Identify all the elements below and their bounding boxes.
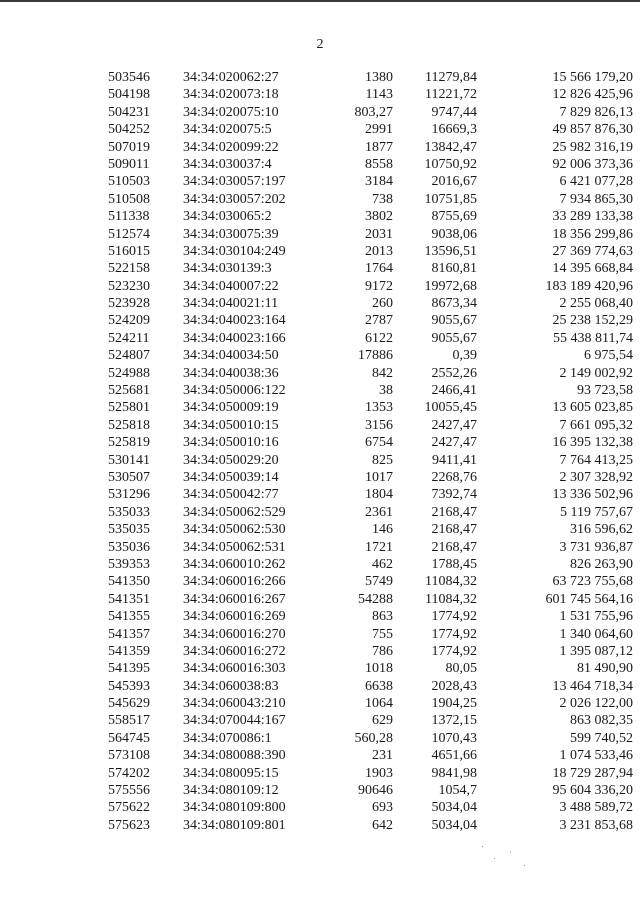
- unit-value-cell: 1788,45: [431, 556, 477, 572]
- area-cell: 629: [372, 713, 393, 729]
- table-row: [0, 226, 640, 243]
- table-row: [0, 121, 640, 138]
- record-id-cell: 510508: [108, 191, 150, 207]
- table-row: [0, 278, 640, 295]
- cadastral-number-cell: 34:34:060016:266: [183, 574, 286, 590]
- total-value-cell: 316 596,62: [570, 522, 633, 538]
- total-value-cell: 49 857 876,30: [552, 122, 633, 138]
- total-value-cell: 1 395 087,12: [559, 643, 633, 659]
- unit-value-cell: 2552,26: [431, 365, 477, 381]
- record-id-cell: 541355: [108, 609, 150, 625]
- table-row: [0, 608, 640, 625]
- area-cell: 90646: [358, 783, 393, 799]
- cadastral-number-cell: 34:34:050009:19: [183, 400, 279, 416]
- table-row: [0, 330, 640, 347]
- table-row: [0, 504, 640, 521]
- area-cell: 842: [372, 365, 393, 381]
- area-cell: 1721: [365, 539, 393, 555]
- unit-value-cell: 10750,92: [424, 156, 477, 172]
- record-id-cell: 535035: [108, 522, 150, 538]
- cadastral-number-cell: 34:34:050062:529: [183, 504, 286, 520]
- total-value-cell: 2 307 328,92: [559, 469, 633, 485]
- unit-value-cell: 1774,92: [431, 626, 477, 642]
- unit-value-cell: 2466,41: [431, 383, 477, 399]
- total-value-cell: 25 982 316,19: [552, 139, 633, 155]
- unit-value-cell: 5034,04: [431, 817, 477, 833]
- area-cell: 2013: [365, 243, 393, 259]
- area-cell: 260: [372, 296, 393, 312]
- area-cell: 54288: [358, 591, 393, 607]
- table-row: [0, 660, 640, 677]
- cadastral-number-cell: 34:34:080095:15: [183, 765, 279, 781]
- area-cell: 1143: [365, 87, 393, 103]
- top-border-line: [0, 0, 640, 2]
- cadastral-number-cell: 34:34:080109:800: [183, 800, 286, 816]
- table-row: [0, 747, 640, 764]
- table-row: [0, 556, 640, 573]
- cadastral-number-cell: 34:34:070086:1: [183, 730, 272, 746]
- total-value-cell: 15 566 179,20: [552, 70, 633, 85]
- table-row: [0, 469, 640, 486]
- cadastral-number-cell: 34:34:050042:77: [183, 487, 279, 503]
- unit-value-cell: 0,39: [452, 348, 477, 364]
- table-row: [0, 678, 640, 695]
- unit-value-cell: 13596,51: [424, 243, 477, 259]
- total-value-cell: 81 490,90: [577, 661, 633, 677]
- record-id-cell: 522158: [108, 261, 150, 277]
- record-id-cell: 530141: [108, 452, 150, 468]
- total-value-cell: 599 740,52: [570, 730, 633, 746]
- record-id-cell: 535033: [108, 504, 150, 520]
- cadastral-number-cell: 34:34:030057:202: [183, 191, 286, 207]
- record-id-cell: 525801: [108, 400, 150, 416]
- total-value-cell: 7 829 826,13: [559, 104, 633, 120]
- table-row: [0, 173, 640, 190]
- area-cell: 17886: [358, 348, 393, 364]
- total-value-cell: 13 336 502,96: [552, 487, 633, 503]
- unit-value-cell: 4651,66: [431, 748, 477, 764]
- area-cell: 3156: [365, 417, 393, 433]
- table-row: [0, 695, 640, 712]
- total-value-cell: 18 356 299,86: [552, 226, 633, 242]
- record-id-cell: 558517: [108, 713, 150, 729]
- record-id-cell: 516015: [108, 243, 150, 259]
- record-id-cell: 511338: [108, 209, 150, 225]
- record-id-cell: 541395: [108, 661, 150, 677]
- table-row: [0, 730, 640, 747]
- record-id-cell: 574202: [108, 765, 150, 781]
- unit-value-cell: 9747,44: [431, 104, 477, 120]
- unit-value-cell: 1774,92: [431, 609, 477, 625]
- total-value-cell: 63 723 755,68: [552, 574, 633, 590]
- area-cell: 2991: [365, 122, 393, 138]
- unit-value-cell: 8755,69: [431, 209, 477, 225]
- cadastral-number-cell: 34:34:030037:4: [183, 156, 272, 172]
- area-cell: 146: [372, 522, 393, 538]
- record-id-cell: 524807: [108, 348, 150, 364]
- area-cell: 1017: [365, 469, 393, 485]
- total-value-cell: 2 255 068,40: [559, 296, 633, 312]
- unit-value-cell: 9411,41: [432, 452, 477, 468]
- cadastral-number-cell: 34:34:060038:83: [183, 678, 279, 694]
- total-value-cell: 27 369 774,63: [552, 243, 633, 259]
- total-value-cell: 95 604 336,20: [552, 783, 633, 799]
- area-cell: 6754: [365, 435, 393, 451]
- total-value-cell: 3 731 936,87: [559, 539, 633, 555]
- cadastral-number-cell: 34:34:050010:15: [183, 417, 279, 433]
- record-id-cell: 541357: [108, 626, 150, 642]
- cadastral-number-cell: 34:34:040021:11: [183, 296, 279, 312]
- cadastral-number-cell: 34:34:080109:801: [183, 817, 286, 833]
- area-cell: 462: [372, 556, 393, 572]
- record-id-cell: 541350: [108, 574, 150, 590]
- table-row: [0, 347, 640, 364]
- record-id-cell: 541351: [108, 591, 150, 607]
- table-row: [0, 191, 640, 208]
- table-row: [0, 295, 640, 312]
- record-id-cell: 575622: [108, 800, 150, 816]
- table-row: [0, 139, 640, 156]
- total-value-cell: 2 149 002,92: [559, 365, 633, 381]
- area-cell: 803,27: [354, 104, 393, 120]
- unit-value-cell: 10055,45: [424, 400, 477, 416]
- cadastral-number-cell: 34:34:060010:262: [183, 556, 286, 572]
- record-id-cell: 523928: [108, 296, 150, 312]
- record-id-cell: 524209: [108, 313, 150, 329]
- cadastral-number-cell: 34:34:020075:5: [183, 122, 272, 138]
- unit-value-cell: 1070,43: [431, 730, 477, 746]
- cadastral-number-cell: 34:34:050006:122: [183, 383, 286, 399]
- unit-value-cell: 13842,47: [424, 139, 477, 155]
- total-value-cell: 601 745 564,16: [545, 591, 633, 607]
- table-row: [0, 243, 640, 260]
- area-cell: 1903: [365, 765, 393, 781]
- table-row: [0, 765, 640, 782]
- cadastral-number-cell: 34:34:050029:20: [183, 452, 279, 468]
- record-id-cell: 575556: [108, 783, 150, 799]
- table-row: [0, 86, 640, 103]
- cadastral-number-cell: 34:34:050010:16: [183, 435, 279, 451]
- cadastral-number-cell: 34:34:020075:10: [183, 104, 279, 120]
- table-row: [0, 208, 640, 225]
- area-cell: 1804: [365, 487, 393, 503]
- area-cell: 5749: [365, 574, 393, 590]
- cadastral-number-cell: 34:34:020062:27: [183, 70, 279, 85]
- record-id-cell: 509011: [108, 156, 150, 172]
- record-id-cell: 504252: [108, 122, 150, 138]
- area-cell: 3802: [365, 209, 393, 225]
- area-cell: 231: [372, 748, 393, 764]
- scan-specks: [480, 840, 530, 870]
- cadastral-number-cell: 34:34:030057:197: [183, 174, 286, 190]
- unit-value-cell: 2268,76: [431, 469, 477, 485]
- table-row: [0, 382, 640, 399]
- table-row: [0, 591, 640, 608]
- total-value-cell: 6 421 077,28: [559, 174, 633, 190]
- area-cell: 2787: [365, 313, 393, 329]
- record-id-cell: 507019: [108, 139, 150, 155]
- total-value-cell: 863 082,35: [570, 713, 633, 729]
- unit-value-cell: 7392,74: [431, 487, 477, 503]
- unit-value-cell: 1904,25: [431, 696, 477, 712]
- total-value-cell: 3 231 853,68: [559, 817, 633, 833]
- total-value-cell: 33 289 133,38: [552, 209, 633, 225]
- total-value-cell: 7 661 095,32: [559, 417, 633, 433]
- record-id-cell: 575623: [108, 817, 150, 833]
- unit-value-cell: 9841,98: [431, 765, 477, 781]
- table-row: [0, 521, 640, 538]
- total-value-cell: 25 238 152,29: [552, 313, 633, 329]
- record-id-cell: 503546: [108, 70, 150, 85]
- table-row: [0, 434, 640, 451]
- unit-value-cell: 2168,47: [431, 539, 477, 555]
- area-cell: 1064: [365, 696, 393, 712]
- area-cell: 1877: [365, 139, 393, 155]
- total-value-cell: 2 026 122,00: [559, 696, 633, 712]
- table-row: [0, 573, 640, 590]
- unit-value-cell: 8160,81: [431, 261, 477, 277]
- record-id-cell: 539353: [108, 556, 150, 572]
- unit-value-cell: 9055,67: [431, 330, 477, 346]
- table-row: [0, 782, 640, 799]
- total-value-cell: 826 263,90: [570, 556, 633, 572]
- cadastral-number-cell: 34:34:080088:390: [183, 748, 286, 764]
- area-cell: 863: [372, 609, 393, 625]
- area-cell: 738: [372, 191, 393, 207]
- cadastral-number-cell: 34:34:070044:167: [183, 713, 286, 729]
- area-cell: 786: [372, 643, 393, 659]
- table-row: [0, 452, 640, 469]
- area-cell: 1380: [365, 70, 393, 85]
- cadastral-number-cell: 34:34:030139:3: [183, 261, 272, 277]
- unit-value-cell: 5034,04: [431, 800, 477, 816]
- total-value-cell: 92 006 373,36: [552, 156, 633, 172]
- unit-value-cell: 11084,32: [425, 591, 477, 607]
- table-row: [0, 643, 640, 660]
- total-value-cell: 3 488 589,72: [559, 800, 633, 816]
- table-row: [0, 156, 640, 173]
- unit-value-cell: 11084,32: [425, 574, 477, 590]
- record-id-cell: 531296: [108, 487, 150, 503]
- area-cell: 1353: [365, 400, 393, 416]
- total-value-cell: 14 395 668,84: [552, 261, 633, 277]
- record-id-cell: 573108: [108, 748, 150, 764]
- table-row: [0, 712, 640, 729]
- record-id-cell: 530507: [108, 469, 150, 485]
- unit-value-cell: 2016,67: [431, 174, 477, 190]
- cadastral-number-cell: 34:34:060016:267: [183, 591, 286, 607]
- cadastral-number-cell: 34:34:060043:210: [183, 696, 286, 712]
- area-cell: 825: [372, 452, 393, 468]
- area-cell: 2031: [365, 226, 393, 242]
- record-id-cell: 535036: [108, 539, 150, 555]
- area-cell: 560,28: [354, 730, 393, 746]
- cadastral-number-cell: 34:34:050062:531: [183, 539, 286, 555]
- unit-value-cell: 9038,06: [431, 226, 477, 242]
- cadastral-number-cell: 34:34:050062:530: [183, 522, 286, 538]
- table-row: [0, 417, 640, 434]
- area-cell: 693: [372, 800, 393, 816]
- area-cell: 1018: [365, 661, 393, 677]
- record-id-cell: 525819: [108, 435, 150, 451]
- unit-value-cell: 2168,47: [431, 504, 477, 520]
- cadastral-number-cell: 34:34:030075:39: [183, 226, 279, 242]
- area-cell: 3184: [365, 174, 393, 190]
- record-id-cell: 504198: [108, 87, 150, 103]
- cadastral-number-cell: 34:34:040038:36: [183, 365, 279, 381]
- table-row: [0, 365, 640, 382]
- table-row: [0, 399, 640, 416]
- cadastral-number-cell: 34:34:050039:14: [183, 469, 279, 485]
- table-row: [0, 312, 640, 329]
- total-value-cell: 1 074 533,46: [559, 748, 633, 764]
- cadastral-number-cell: 34:34:060016:272: [183, 643, 286, 659]
- cadastral-number-cell: 34:34:040023:164: [183, 313, 286, 329]
- record-id-cell: 564745: [108, 730, 150, 746]
- area-cell: 642: [372, 817, 393, 833]
- total-value-cell: 7 934 865,30: [559, 191, 633, 207]
- area-cell: 8558: [365, 156, 393, 172]
- cadastral-number-cell: 34:34:030065:2: [183, 209, 272, 225]
- total-value-cell: 183 189 420,96: [545, 278, 633, 294]
- unit-value-cell: 2427,47: [431, 435, 477, 451]
- table-row: [0, 626, 640, 643]
- unit-value-cell: 2427,47: [431, 417, 477, 433]
- area-cell: 1764: [365, 261, 393, 277]
- cadastral-number-cell: 34:34:060016:270: [183, 626, 286, 642]
- cadastral-number-cell: 34:34:040007:22: [183, 278, 279, 294]
- unit-value-cell: 2168,47: [431, 522, 477, 538]
- unit-value-cell: 2028,43: [431, 678, 477, 694]
- total-value-cell: 13 464 718,34: [552, 678, 633, 694]
- area-cell: 9172: [365, 278, 393, 294]
- area-cell: 2361: [365, 504, 393, 520]
- total-value-cell: 6 975,54: [584, 348, 633, 364]
- area-cell: 755: [372, 626, 393, 642]
- unit-value-cell: 1054,7: [438, 783, 477, 799]
- record-id-cell: 504231: [108, 104, 150, 120]
- area-cell: 6638: [365, 678, 393, 694]
- total-value-cell: 55 438 811,74: [553, 330, 633, 346]
- unit-value-cell: 1774,92: [431, 643, 477, 659]
- record-id-cell: 523230: [108, 278, 150, 294]
- data-table: [0, 69, 640, 834]
- total-value-cell: 93 723,58: [577, 383, 633, 399]
- total-value-cell: 5 119 757,67: [560, 504, 633, 520]
- cadastral-number-cell: 34:34:060016:303: [183, 661, 286, 677]
- unit-value-cell: 19972,68: [424, 278, 477, 294]
- record-id-cell: 525818: [108, 417, 150, 433]
- table-row: [0, 260, 640, 277]
- record-id-cell: 545393: [108, 678, 150, 694]
- total-value-cell: 13 605 023,85: [552, 400, 633, 416]
- table-row: [0, 799, 640, 816]
- table-row: [0, 817, 640, 834]
- total-value-cell: 7 764 413,25: [559, 452, 633, 468]
- total-value-cell: 12 826 425,96: [552, 87, 633, 103]
- total-value-cell: 1 531 755,96: [559, 609, 633, 625]
- table-row: [0, 69, 640, 86]
- record-id-cell: 525681: [108, 383, 150, 399]
- page-number: 2: [316, 37, 324, 52]
- unit-value-cell: 9055,67: [431, 313, 477, 329]
- record-id-cell: 512574: [108, 226, 150, 242]
- cadastral-number-cell: 34:34:040034:50: [183, 348, 279, 364]
- total-value-cell: 16 395 132,38: [552, 435, 633, 451]
- record-id-cell: 545629: [108, 696, 150, 712]
- cadastral-number-cell: 34:34:060016:269: [183, 609, 286, 625]
- unit-value-cell: 11221,72: [425, 87, 477, 103]
- record-id-cell: 541359: [108, 643, 150, 659]
- table-row: [0, 539, 640, 556]
- area-cell: 6122: [365, 330, 393, 346]
- unit-value-cell: 80,05: [445, 661, 477, 677]
- total-value-cell: 18 729 287,94: [552, 765, 633, 781]
- cadastral-number-cell: 34:34:020073:18: [183, 87, 279, 103]
- area-cell: 38: [379, 383, 393, 399]
- record-id-cell: 524211: [108, 330, 150, 346]
- unit-value-cell: 1372,15: [431, 713, 477, 729]
- cadastral-number-cell: 34:34:080109:12: [183, 783, 279, 799]
- unit-value-cell: 11279,84: [425, 70, 477, 85]
- cadastral-number-cell: 34:34:040023:166: [183, 330, 286, 346]
- table-row: [0, 486, 640, 503]
- unit-value-cell: 8673,34: [431, 296, 477, 312]
- record-id-cell: 524988: [108, 365, 150, 381]
- unit-value-cell: 10751,85: [424, 191, 477, 207]
- total-value-cell: 1 340 064,60: [559, 626, 633, 642]
- unit-value-cell: 16669,3: [431, 122, 477, 138]
- record-id-cell: 510503: [108, 174, 150, 190]
- cadastral-number-cell: 34:34:030104:249: [183, 243, 286, 259]
- cadastral-number-cell: 34:34:020099:22: [183, 139, 279, 155]
- table-row: [0, 104, 640, 121]
